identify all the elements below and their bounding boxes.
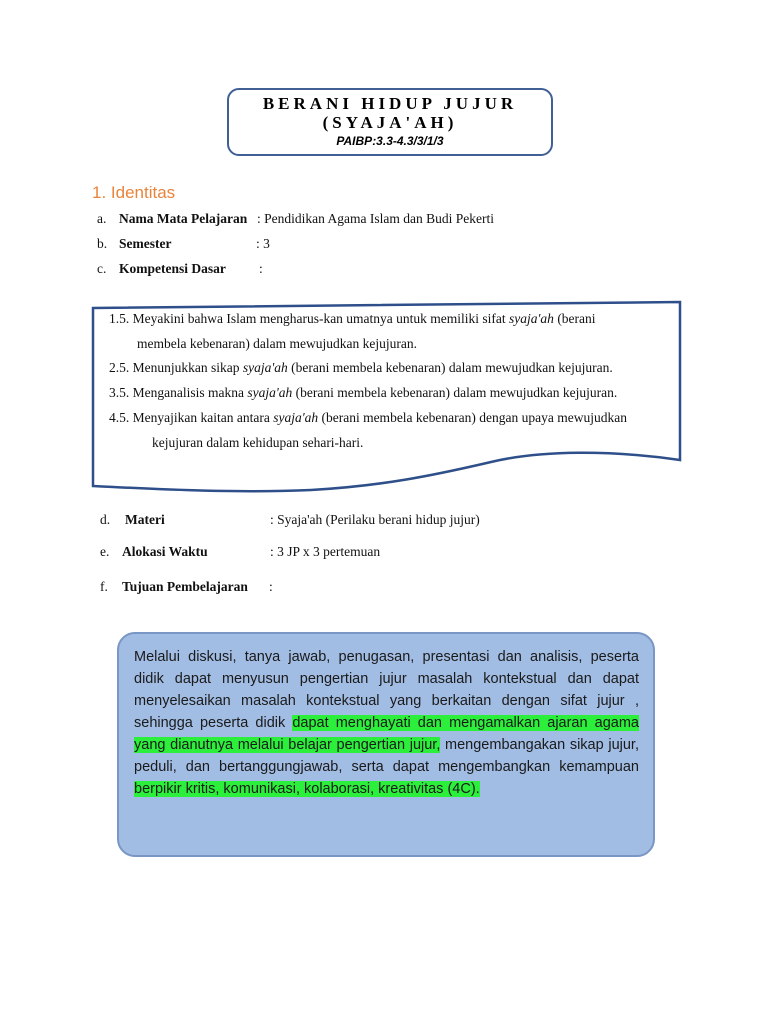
section-heading-identitas: 1. Identitas (92, 183, 176, 202)
kd-item-3: 3.5. Menganalisis makna syaja'ah (berani membela kebenaran) dalam mewujudkan kejujuran. (109, 385, 618, 400)
kompetensi-dasar-box (91, 300, 681, 492)
kd-item-1-cont: membela kebenaran) dalam mewujudkan kejujuran. (137, 336, 418, 351)
item-letter: d. (100, 512, 111, 527)
document-code: PAIBP:3.3-4.3/3/1/3 (336, 134, 444, 148)
item-value: : 3 (256, 236, 270, 251)
document-subtitle: (SYAJA'AH) (322, 113, 458, 132)
item-label: Semester (119, 236, 172, 251)
item-letter: c. (97, 261, 107, 276)
item-value: : (269, 579, 273, 594)
item-label: Alokasi Waktu (122, 544, 208, 559)
kd-item-2: 2.5. Menunjukkan sikap syaja'ah (berani membela kebenaran) dalam mewujudkan kejujuran. (109, 360, 613, 375)
item-letter: e. (100, 544, 110, 559)
item-value: : Syaja'ah (Perilaku berani hidup jujur) (270, 512, 480, 527)
item-value: : 3 JP x 3 pertemuan (270, 544, 381, 559)
item-label: Materi (125, 512, 165, 527)
kd-item-1: 1.5. Meyakini bahwa Islam mengharus-kan umatnya untuk memiliki sifat syaja'ah (berani (109, 311, 596, 326)
item-value: : Pendidikan Agama Islam dan Budi Pekerti (257, 211, 494, 226)
item-letter: b. (97, 236, 108, 251)
item-letter: f. (100, 579, 108, 594)
item-label: Kompetensi Dasar (119, 261, 226, 276)
document-title: BERANI HIDUP JUJUR (262, 94, 518, 113)
highlight-1: dapat menghayati dan mengamalkan ajaran agama yang dianutnya melalui belajar pengertian jujur, (134, 715, 639, 753)
title-box (227, 88, 553, 156)
item-label: Nama Mata Pelajaran (119, 211, 248, 226)
kd-item-4: 4.5. Menyajikan kaitan antara syaja'ah (berani membela kebenaran) dengan upaya mewujudkan (109, 410, 627, 425)
item-value: : (259, 261, 263, 276)
item-letter: a. (97, 211, 107, 226)
kd-item-4-cont: kejujuran dalam kehidupan sehari-hari. (152, 435, 364, 450)
tujuan-text: Melalui diskusi, tanya jawab, penugasan, presentasi dan analisis, peserta didik dapat menyusun pengertian jujur masalah kontekstual dan dapat menyelesaikan masalah kontekstual yang berkaitan dengan sifat jujur , sehingga peserta didik dapat menghayati dan mengamalkan ajaran agama yang dianutnya melalui belajar pengertian jujur, mengembangakan sikap jujur, peduli, dan bertanggungjawab, serta dapat mengembangkan kemampuan berpikir kritis, komunikasi, kolaborasi, kreativitas (4C). (134, 649, 639, 797)
tujuan-pembelajaran-box (117, 632, 655, 857)
highlight-2: berpikir kritis, komunikasi, kolaborasi, kreativitas (4C). (134, 781, 480, 797)
item-label: Tujuan Pembelajaran (122, 579, 248, 594)
